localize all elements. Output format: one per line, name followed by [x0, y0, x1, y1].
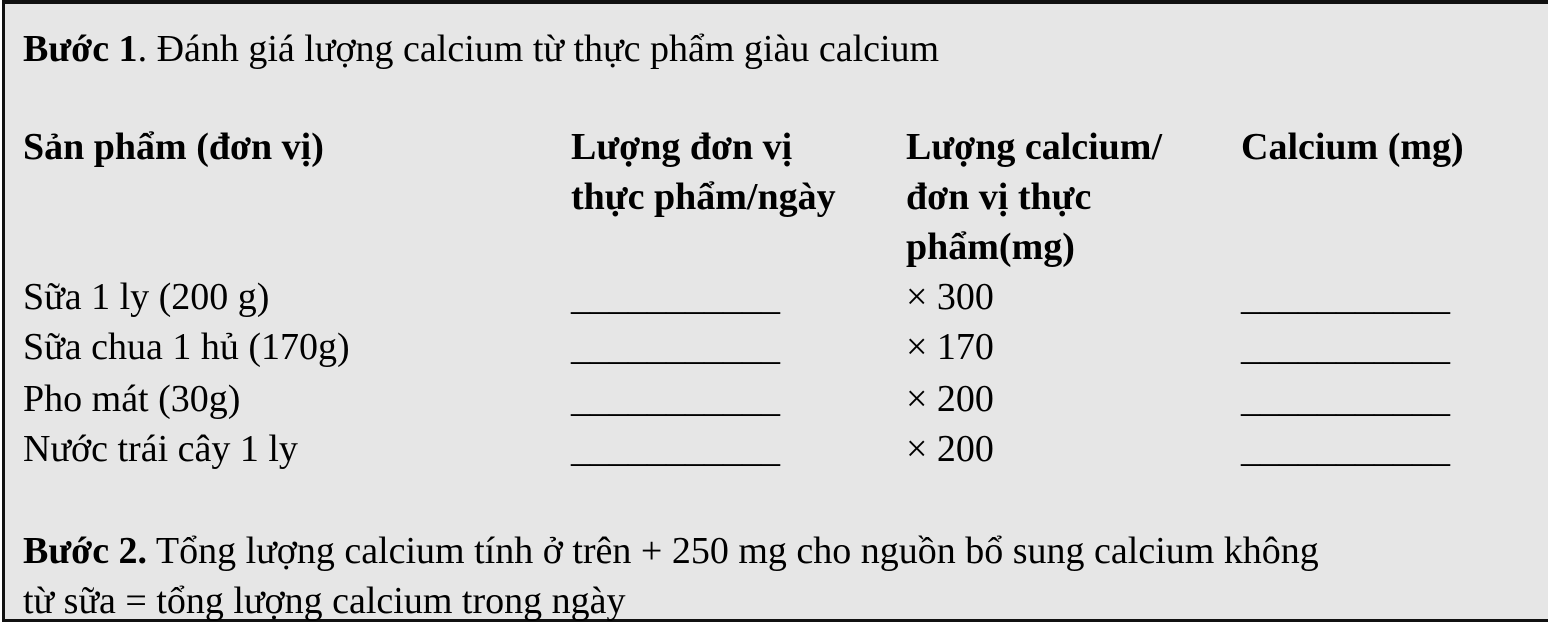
- header-calcium-per-unit: Lượng calcium/ đơn vị thực phẩm(mg): [906, 126, 1163, 268]
- table-row: [5, 322, 1545, 372]
- header-product: Sản phẩm (đơn vị): [23, 126, 324, 168]
- step1-line: [23, 24, 939, 74]
- step1-label: Bước 1: [23, 28, 138, 70]
- header-units-per-day: Lượng đơn vị thực phẩm/ngày: [571, 126, 836, 218]
- row-calcium-blank: ___________: [1241, 276, 1450, 318]
- row-calcium-per-unit: × 170: [906, 326, 994, 368]
- row-product: Sữa chua 1 hủ (170g): [23, 326, 350, 368]
- worksheet-panel: [2, 0, 1548, 622]
- row-product: Pho mát (30g): [23, 378, 241, 420]
- row-product: Sữa 1 ly (200 g): [23, 276, 270, 318]
- step2-paragraph: [23, 526, 1323, 626]
- header-calcium-mg: Calcium (mg): [1241, 126, 1464, 168]
- row-units-blank: ___________: [571, 378, 780, 420]
- table-row: [5, 272, 1545, 322]
- table-row: [5, 374, 1545, 424]
- row-units-blank: ___________: [571, 428, 780, 470]
- table-row: [5, 424, 1545, 474]
- row-units-blank: ___________: [571, 326, 780, 368]
- row-product: Nước trái cây 1 ly: [23, 428, 298, 470]
- row-calcium-blank: ___________: [1241, 378, 1450, 420]
- step2-text: Tổng lượng calcium tính ở trên + 250 mg cho nguồn bổ sung calcium không từ sữa = tổng lượng calcium trong ngày: [23, 530, 1319, 622]
- row-calcium-per-unit: × 200: [906, 428, 994, 470]
- row-units-blank: ___________: [571, 276, 780, 318]
- row-calcium-blank: ___________: [1241, 428, 1450, 470]
- step2-label: Bước 2.: [23, 530, 148, 572]
- row-calcium-per-unit: × 300: [906, 276, 994, 318]
- row-calcium-blank: ___________: [1241, 326, 1450, 368]
- step1-text: . Đánh giá lượng calcium từ thực phẩm giàu calcium: [137, 28, 940, 70]
- row-calcium-per-unit: × 200: [906, 378, 994, 420]
